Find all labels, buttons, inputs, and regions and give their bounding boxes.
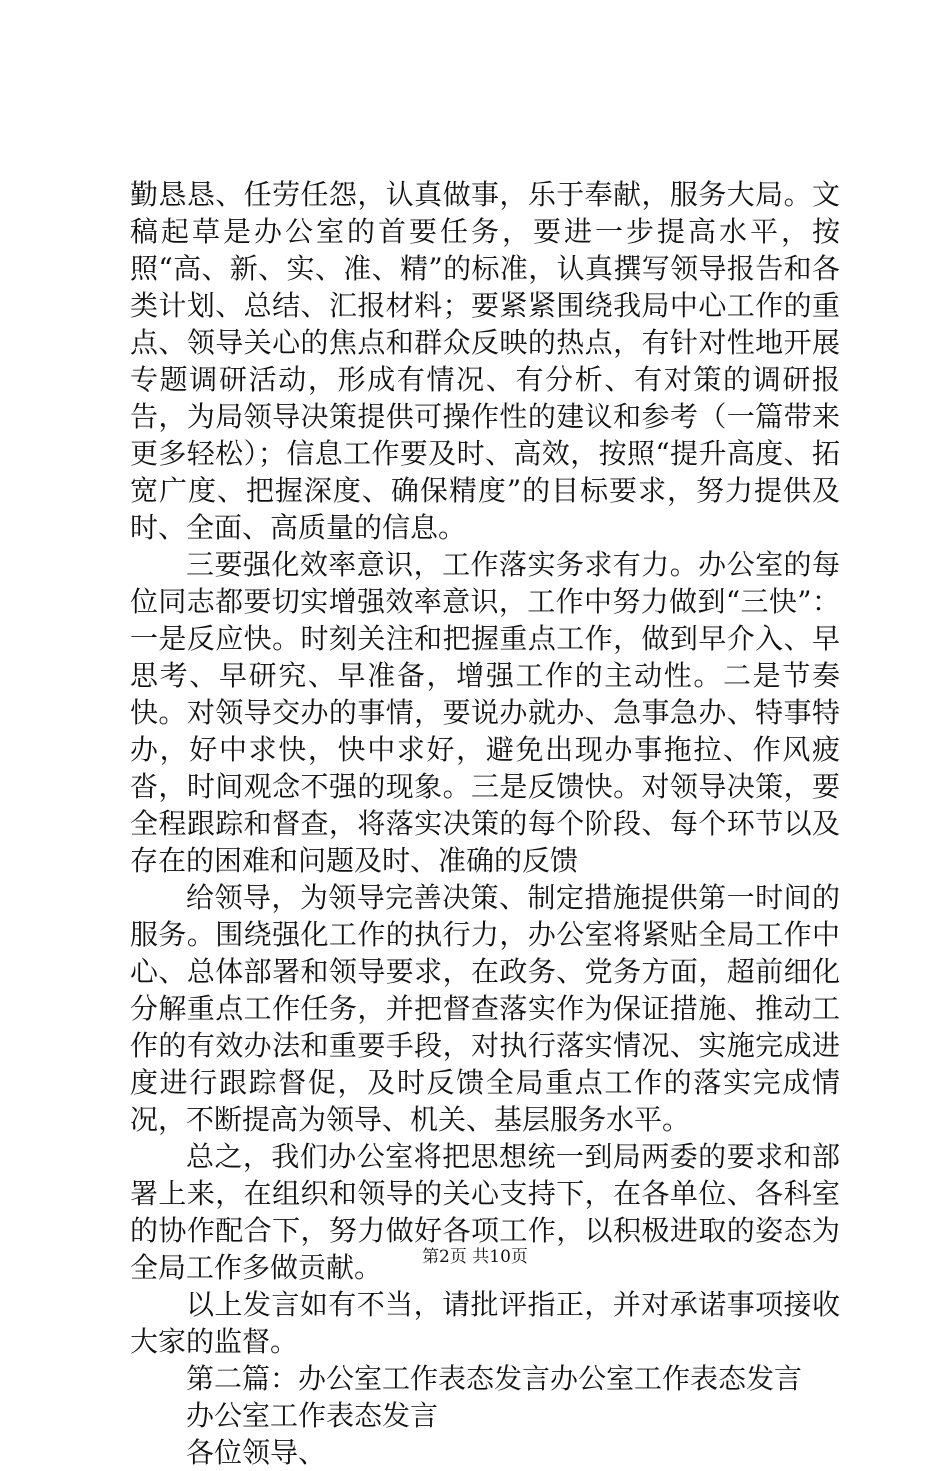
document-body (130, 176, 840, 1471)
speech-title: 办公室工作表态发言 (186, 1399, 439, 1432)
paragraph-continuation: 勤恳恳、任劳任怨，认真做事，乐于奉献，服务大局。文稿起草是办公室的首要任务，要进一步提高水平，按照“高、新、实、准、精”的标准，认真撰写领导报告和各类计划、总结、汇报材料；要紧紧围绕我局中心工作的重点、领导关心的焦点和群众反映的热点，有针对性地开展专题调研活动，形成有情况、有分析、有对策的调研报告，为局领导决策提供可操作性的建议和参考（一篇带来更多轻松）；信息工作要及时、高效，按照“提升高度、拓宽广度、把握深度、确保精度”的目标要求，努力提供及时、全面、高质量的信息。 (130, 178, 840, 544)
salutation: 各位领导、 (186, 1436, 327, 1469)
paragraph-execution: 给领导，为领导完善决策、制定措施提供第一时间的服务。围绕强化工作的执行力，办公室将紧贴全局工作中心、总体部署和领导要求，在政务、党务方面，超前细化分解重点工作任务，并把督查落实作为保证措施、推动工作的有效办法和重要手段，对执行落实情况、实施完成进度进行跟踪督促，及时反馈全局重点工作的落实完成情况，不断提高为领导、机关、基层服务水平。 (130, 881, 840, 1136)
paragraph-closing: 以上发言如有不当，请批评指正，并对承诺事项接收大家的监督。 (130, 1288, 840, 1358)
section-heading: 第二篇：办公室工作表态发言办公室工作表态发言 (186, 1362, 803, 1395)
paragraph-conclusion: 总之，我们办公室将把思想统一到局两委的要求和部署上来，在组织和领导的关心支持下，在各单位、各科室的协作配合下，努力做好各项工作，以积极进取的姿态为全局工作多做贡献。 (130, 1140, 840, 1284)
paragraph-efficiency: 三要强化效率意识，工作落实务求有力。办公室的每位同志都要切实增强效率意识，工作中努力做到“三快”：一是反应快。时刻关注和把握重点工作，做到早介入、早思考、早研究、早准备，增强工作的主动性。二是节奏快。对领导交办的事情，要说办就办、急事急办、特事特办，好中求快，快中求好，避免出现办事拖拉、作风疲沓，时间观念不强的现象。三是反馈快。对领导决策，要全程跟踪和督查，将落实决策的每个阶段、每个环节以及存在的困难和问题及时、准确的反馈 (130, 548, 840, 877)
page-footer: 第2页 共10页 (422, 1247, 528, 1267)
